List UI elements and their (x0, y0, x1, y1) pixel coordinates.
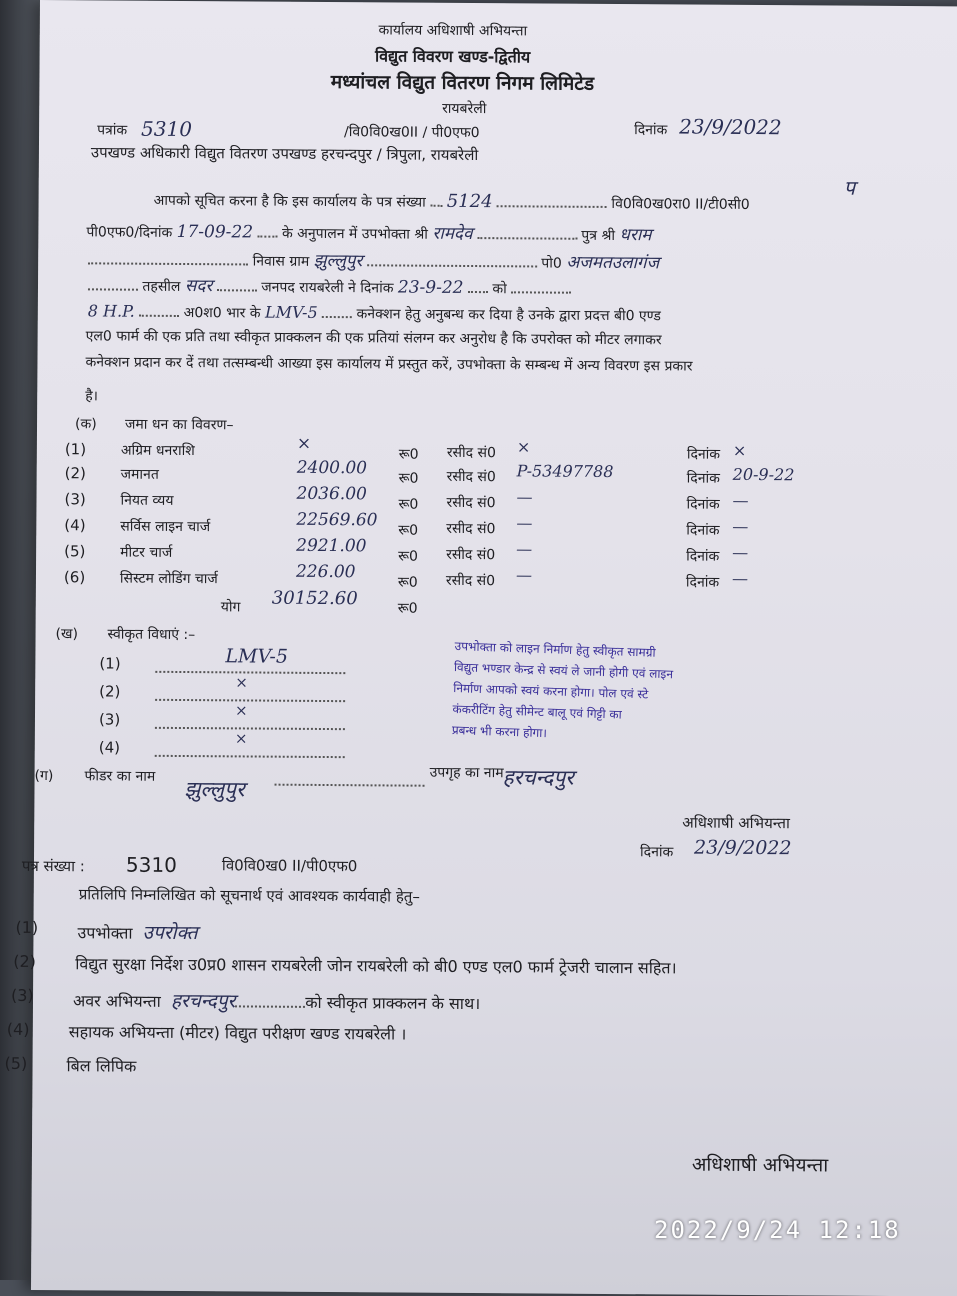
copy-patra-value: 5310 (125, 852, 177, 877)
body-text: आपको सूचित करना है कि इस कार्यालय के पत्र संख्या (153, 192, 426, 211)
stamp-line: प्रबन्ध भी करना होगा। (451, 723, 548, 741)
body-text: ने दिनांक (348, 280, 394, 297)
body-line-8: है। (85, 388, 99, 405)
copy-patra-label: पत्र संख्या : (21, 856, 85, 876)
stamp-line: कंकरीटिंग हेतु सीमेन्ट बालू एवं गिट्टी का (452, 702, 622, 722)
signature-date-label: दिनांक (640, 844, 674, 861)
body-text: के अनुपालन में उपभोक्ता श्री (281, 225, 429, 243)
consumer-name-hand: रामदेव (432, 223, 473, 245)
category-hand: LMV-5 (264, 302, 318, 322)
section-ga-label: (ग) (34, 767, 54, 785)
city-line: रायबरेली (442, 100, 487, 118)
copy-item-text: सहायक अभियन्ता (मीटर) विद्युत परीक्षण खण्ड रायबरेली । (68, 1022, 407, 1044)
body-line-2 (86, 218, 651, 245)
village-hand: झुल्लुपुर (313, 250, 363, 272)
body-text: पी0एफ0/दिनांक (86, 224, 173, 241)
deposit-row-rs: रू0 (398, 522, 419, 539)
letter-no-hand: 5124 (446, 190, 493, 213)
copy-item-num: (1) (15, 917, 39, 938)
approved-item-value: × (234, 729, 248, 748)
copy-item-tail: को स्वीकृत प्राक्कलन के साथ। (305, 992, 481, 1014)
body-text: वि0वि0ख0रा0 II/टी0सी0 (611, 195, 750, 213)
deposit-row-receipt: × (516, 437, 531, 457)
body-text: कनेक्शन हेतु अनुबन्ध कर दिया है उनके द्वारा प्रदत्त बी0 एण्ड (356, 306, 661, 325)
copy-item-num: (5) (4, 1053, 28, 1073)
stamp-line: निर्माण आपको स्वयं करना होगा। पोल एवं स्टे (453, 681, 649, 702)
deposit-row-label: सर्विस लाइन चार्ज (120, 518, 211, 536)
tehsil-hand: सदर (184, 276, 213, 297)
total-rs: रू0 (397, 600, 418, 617)
total-label: योग (220, 599, 241, 616)
addressee: उपखण्ड अधिकारी विद्युत वितरण उपखण्ड हरचन्दपुर / त्रिपुला, रायबरेली (90, 143, 479, 165)
stamp-line: उपभोक्ता को लाइन निर्माण हेतु स्वीकृत सामग्री (454, 639, 656, 660)
feeder-value: झुल्लुपुर (184, 777, 245, 802)
signature-title-2: अधिशाषी अभियन्ता (691, 1153, 829, 1177)
copy-item-hand: हरचन्दपुर (170, 989, 236, 1013)
deposit-row-label: मीटर चार्ज (120, 544, 173, 561)
date-value: 23/9/2022 (679, 114, 782, 140)
deposit-row-date: 20-9-22 (732, 464, 795, 485)
total-value: 30152.60 (271, 587, 358, 610)
deposit-row-receipt: — (516, 487, 533, 507)
feeder-label: फीडर का नाम (84, 768, 156, 785)
approved-item-num: (4) (98, 738, 121, 757)
body-line-4 (88, 272, 571, 298)
body-text: पुत्र श्री (581, 227, 616, 245)
deposit-row-amount: × (296, 433, 312, 454)
deposit-row-date-label: दिनांक (686, 522, 720, 539)
signature-title-1: अधिशाषी अभियन्ता (682, 813, 790, 833)
load-hand: 8 H.P. (87, 301, 135, 321)
copy-item-text: विद्युत सुरक्षा निर्देश उ0प्र0 शासन रायबरेली जोन रायबरेली को बी0 एण्ड एल0 फार्म ट्रेजरी चालान सहित। (75, 954, 677, 978)
deposit-row-num: (3) (64, 490, 86, 509)
document-page (4, 0, 957, 1296)
office-line: कार्यालय अधिशाषी अभियन्ता (378, 22, 528, 40)
substation-label: उपगृह का नाम (429, 764, 504, 782)
copy-item-text: उपभोक्ता (77, 923, 133, 943)
approved-item-value: × (235, 673, 248, 692)
deposit-row-label: नियत व्यय (120, 492, 174, 509)
substation-value: हरचन्दपुर (502, 765, 574, 790)
body-text: को (492, 281, 507, 298)
division-title: विद्युत विवरण खण्ड-द्वितीय (374, 46, 531, 67)
deposit-row-amount: 226.00 (295, 561, 356, 583)
stamp-line: विद्युत भण्डार केन्द्र से स्वयं ले जानी होगी एवं लाइन (453, 660, 674, 682)
copy-item (66, 1054, 136, 1076)
body-text: पो0 (541, 255, 562, 272)
signature-date-value: 23/9/2022 (694, 836, 792, 860)
deposit-row-date: × (732, 440, 747, 460)
approved-item-num: (1) (99, 654, 121, 673)
deposit-row-num: (4) (64, 516, 86, 535)
deposit-row-label: अग्रिम धनराशि (120, 442, 195, 460)
body-line-3 (88, 246, 659, 273)
deposit-row-amount: 2921.00 (296, 535, 367, 557)
deposit-row-receipt-label: रसीद सं0 (446, 494, 496, 512)
date-label: दिनांक (634, 122, 668, 139)
deposit-row-date-label: दिनांक (686, 470, 720, 487)
approved-item-num: (2) (99, 682, 121, 701)
deposit-row-rs: रू0 (398, 548, 418, 565)
section-kha-title: स्वीकृत विधाएं :– (107, 626, 196, 644)
deposit-row-rs: रू0 (398, 446, 419, 463)
deposit-row-rs: रू0 (398, 470, 419, 487)
copy-item (77, 918, 197, 945)
body-line-7: कनेक्शन प्रदान कर दें तथा तत्सम्बन्धी आख्या इस कार्यालय में प्रस्तुत करें, उपभोक्ता के सम्बन्ध में अन्य विवरण इस प्रकार (85, 354, 693, 375)
deposit-row-amount: 22569.60 (296, 509, 378, 531)
agreement-date-hand: 23-9-22 (397, 277, 464, 298)
copy-item-num: (4) (6, 1019, 30, 1039)
deposit-row-date-label: दिनांक (686, 548, 720, 565)
deposit-row-amount: 2036.00 (296, 483, 367, 505)
deposit-row-date: — (732, 490, 749, 510)
deposit-row-receipt-label: रसीद सं0 (446, 468, 496, 486)
dotted-line (274, 770, 424, 791)
copy-item-text: बिल लिपिक (66, 1056, 137, 1076)
deposit-row-date: — (732, 516, 749, 536)
patrank-ref: /वि0वि0ख0II / पी0एफ0 (344, 124, 480, 142)
copy-item-hand: उपरोक्त (142, 921, 198, 945)
deposit-row-receipt-label: रसीद सं0 (446, 546, 496, 564)
copy-item (73, 986, 480, 1015)
father-name-hand: धराम (619, 225, 652, 246)
deposit-row-label: जमानत (120, 466, 159, 483)
deposit-row-receipt: — (516, 539, 533, 559)
deposit-row-num: (1) (64, 440, 87, 459)
deposit-row-receipt-label: रसीद सं0 (445, 572, 496, 590)
dotted-line (155, 713, 345, 734)
patrank-value: 5310 (141, 116, 193, 142)
deposit-row-date-label: दिनांक (685, 574, 720, 591)
dotted-line (155, 741, 345, 762)
post-office-hand: अजमतउलागंज (566, 252, 660, 274)
deposit-row-date-label: दिनांक (686, 446, 721, 463)
approved-item-value: LMV-5 (225, 645, 289, 668)
approved-item-num: (3) (98, 710, 121, 729)
copy-item-text: अवर अभियन्ता (72, 991, 161, 1011)
deposit-row-date: — (731, 568, 749, 588)
deposit-row-amount: 2400.00 (296, 457, 368, 479)
deposit-row-receipt: P-53497788 (516, 461, 614, 482)
body-line-6: एल0 फार्म की एक प्रति तथा स्वीकृत प्राक्कलन की एक प्रतियां संलग्न कर अनुरोध है कि उपरोक्त को मीटर लगाकर (85, 328, 662, 349)
copy-item-num: (3) (10, 985, 34, 1005)
copy-item-num: (2) (13, 951, 37, 971)
section-ka-label: (क) (74, 416, 97, 433)
deposit-row-receipt: — (516, 513, 533, 533)
approved-item-value: × (234, 701, 248, 720)
copy-item (69, 1020, 407, 1044)
copy-item (75, 952, 676, 978)
deposit-row-num: (6) (63, 568, 86, 587)
company-title: मध्यांचल विद्युत वितरण निगम लिमिटेड (330, 71, 595, 95)
deposit-row-label: सिस्टम लोडिंग चार्ज (119, 570, 218, 588)
body-text: तहसील (142, 278, 181, 295)
body-text: जनपद रायबरेली (261, 279, 344, 297)
deposit-row-num: (2) (64, 464, 87, 483)
section-kha-label: (ख) (55, 626, 79, 643)
margin-note: प (843, 175, 856, 200)
deposit-row-receipt-label: रसीद सं0 (446, 520, 496, 538)
deposit-row-receipt-label: रसीद सं0 (446, 444, 496, 462)
patrank-label: पत्रांक (97, 122, 128, 139)
section-ka-title: जमा धन का विवरण– (124, 416, 234, 434)
body-line-1 (154, 189, 750, 214)
body-text: निवास ग्राम (252, 253, 310, 270)
deposit-row-rs: रू0 (397, 574, 418, 591)
deposit-row-receipt: — (515, 565, 533, 585)
deposit-row-date: — (732, 542, 749, 562)
body-text: अ0श0 भार के (183, 305, 261, 322)
conditions-stamp (452, 636, 675, 748)
deposit-row-date-label: दिनांक (686, 496, 720, 513)
letter-date-hand: 17-09-22 (176, 221, 254, 243)
copy-patra-ref: वि0वि0ख0 II/पी0एफ0 (221, 856, 358, 876)
deposit-row-rs: रू0 (398, 496, 419, 513)
photo-timestamp: 2022/9/24 12:18 (654, 1216, 901, 1244)
body-line-5 (88, 300, 661, 325)
dotted-line (155, 685, 345, 706)
copy-heading: प्रतिलिपि निम्नलिखित को सूचनार्थ एवं आवश्यक कार्यवाही हेतु– (78, 885, 420, 906)
deposit-row-num: (5) (64, 542, 86, 561)
